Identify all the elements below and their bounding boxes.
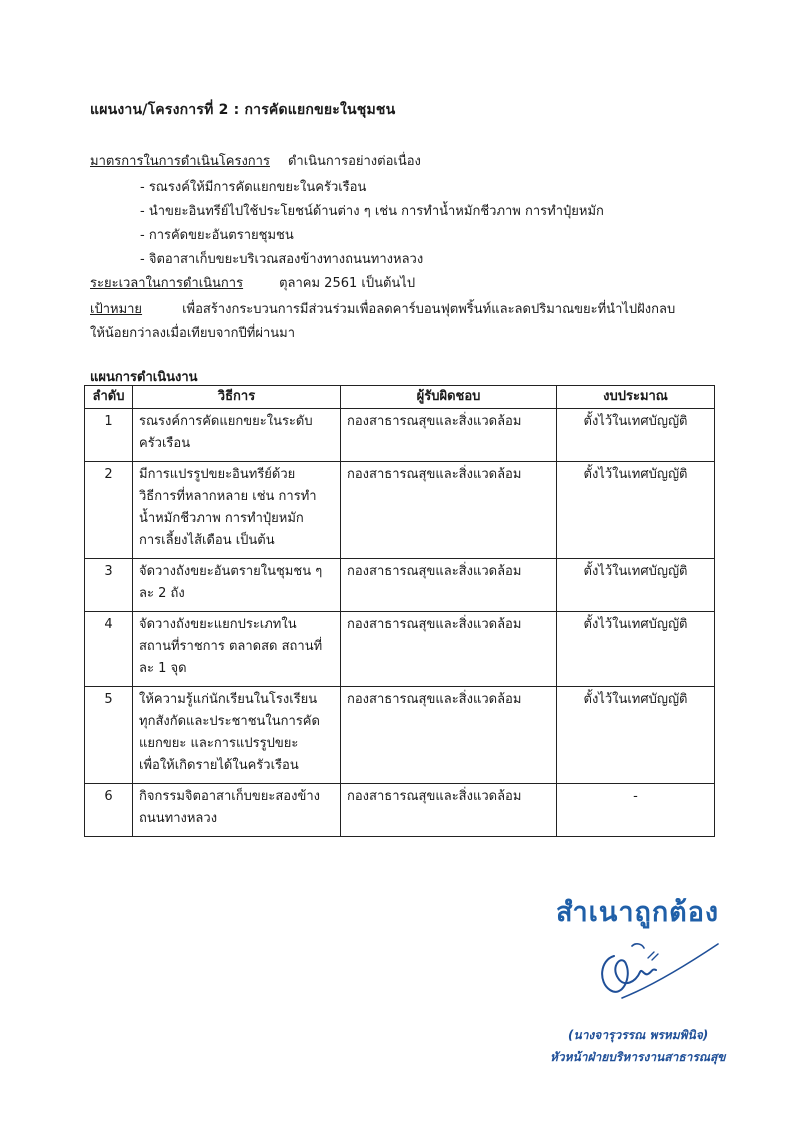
row-budget: ตั้งไว้ในเทศบัญญัติ (557, 462, 715, 559)
method-line: เพื่อให้เกิดรายได้ในครัวเรือน (139, 758, 299, 773)
row-method (133, 462, 341, 559)
duration-line (90, 272, 415, 293)
row-owner: กองสาธารณสุขและสิ่งแวดล้อม (341, 612, 557, 687)
table-header-row (85, 386, 715, 409)
row-owner: กองสาธารณสุขและสิ่งแวดล้อม (341, 687, 557, 784)
method-line: แยกขยะ และการแปรรูปขยะ (139, 736, 299, 751)
table-row (85, 462, 715, 559)
row-method (133, 612, 341, 687)
row-budget: ตั้งไว้ในเทศบัญญัติ (557, 612, 715, 687)
method-line: ทุกสังกัดและประชาชนในการคัด (139, 714, 320, 729)
row-method (133, 409, 341, 462)
row-owner: กองสาธารณสุขและสิ่งแวดล้อม (341, 559, 557, 612)
row-number: 4 (85, 612, 133, 687)
method-line: สถานที่ราชการ ตลาดสด สถานที่ (139, 639, 323, 654)
measure-item: - นำขยะอินทรีย์ไปใช้ประโยชน์ด้านต่าง ๆ เช่น การทำน้ำหมักชีวภาพ การทำปุ๋ยหมัก (140, 204, 604, 219)
measure-item: - จิตอาสาเก็บขยะบริเวณสองข้างทางถนนทางหลวง (140, 252, 424, 267)
certified-copy-stamp: สำเนาถูกต้อง (556, 897, 720, 928)
method-line: มีการแปรรูปขยะอินทรีย์ด้วย (139, 467, 296, 482)
duration-value: ตุลาคม 2561 เป็นต้นไป (279, 276, 416, 291)
row-method (133, 559, 341, 612)
method-line: ละ 1 จุด (139, 661, 187, 676)
method-line: ครัวเรือน (139, 436, 191, 451)
row-owner: กองสาธารณสุขและสิ่งแวดล้อม (341, 409, 557, 462)
page-title: แผนงาน/โครงการที่ 2 : การคัดแยกขยะในชุมชน (90, 102, 396, 118)
method-line: ถนนทางหลวง (139, 811, 218, 826)
table-row (85, 687, 715, 784)
method-line: จัดวางถังขยะแยกประเภทใน (139, 617, 297, 632)
goal-text-line2: ให้น้อยกว่าลงเมื่อเทียบจากปีที่ผ่านมา (90, 326, 295, 341)
measure-item: - การคัดขยะอันตรายชุมชน (140, 228, 294, 243)
column-header: ลำดับ (85, 386, 133, 409)
method-line: ให้ความรู้แก่นักเรียนในโรงเรียน (139, 692, 318, 707)
measures-line (90, 150, 421, 171)
row-method (133, 784, 341, 837)
row-owner: กองสาธารณสุขและสิ่งแวดล้อม (341, 462, 557, 559)
row-budget: - (557, 784, 715, 837)
plan-heading: แผนการดำเนินงาน (90, 370, 198, 385)
row-number: 3 (85, 559, 133, 612)
row-budget: ตั้งไว้ในเทศบัญญัติ (557, 687, 715, 784)
column-header: วิธีการ (133, 386, 341, 409)
method-line: รณรงค์การคัดแยกขยะในระดับ (139, 414, 313, 429)
row-method (133, 687, 341, 784)
table-row (85, 409, 715, 462)
goal-label: เป้าหมาย (90, 302, 143, 317)
signer-position: หัวหน้าฝ่ายบริหารงานสาธารณสุข (550, 1050, 726, 1064)
duration-label: ระยะเวลาในการดำเนินการ (90, 276, 244, 291)
row-budget: ตั้งไว้ในเทศบัญญัติ (557, 559, 715, 612)
row-budget: ตั้งไว้ในเทศบัญญัติ (557, 409, 715, 462)
table-row (85, 612, 715, 687)
goal-text-line1: เพื่อสร้างกระบวนการมีส่วนร่วมเพื่อลดคาร์บอนฟุตพริ้นท์และลดปริมาณขยะที่นำไปฝังกลบ (182, 302, 676, 317)
row-number: 1 (85, 409, 133, 462)
measures-value: ดำเนินการอย่างต่อเนื่อง (287, 154, 421, 169)
method-line: วิธีการที่หลากหลาย เช่น การทำ (139, 489, 317, 504)
measure-item: - รณรงค์ให้มีการคัดแยกขยะในครัวเรือน (140, 180, 367, 195)
table-row (85, 559, 715, 612)
table-row (85, 784, 715, 837)
method-line: การเลี้ยงไส้เดือน เป็นต้น (139, 533, 275, 548)
row-number: 5 (85, 687, 133, 784)
plan-table (84, 385, 715, 837)
column-header: ผู้รับผิดชอบ (341, 386, 557, 409)
column-header: งบประมาณ (557, 386, 715, 409)
measures-label: มาตรการในการดำเนินโครงการ (90, 154, 270, 169)
method-line: จัดวางถังขยะอันตรายในชุมชน ๆ (139, 564, 323, 579)
method-line: ละ 2 ถัง (139, 586, 185, 601)
row-number: 2 (85, 462, 133, 559)
method-line: กิจกรรมจิตอาสาเก็บขยะสองข้าง (139, 789, 320, 804)
goal-line (90, 298, 675, 319)
row-owner: กองสาธารณสุขและสิ่งแวดล้อม (341, 784, 557, 837)
signature-icon (592, 938, 722, 1008)
signer-name: (นางจารุวรรณ พรหมพินิจ) (568, 1028, 709, 1042)
row-number: 6 (85, 784, 133, 837)
method-line: น้ำหมักชีวภาพ การทำปุ๋ยหมัก (139, 511, 304, 526)
